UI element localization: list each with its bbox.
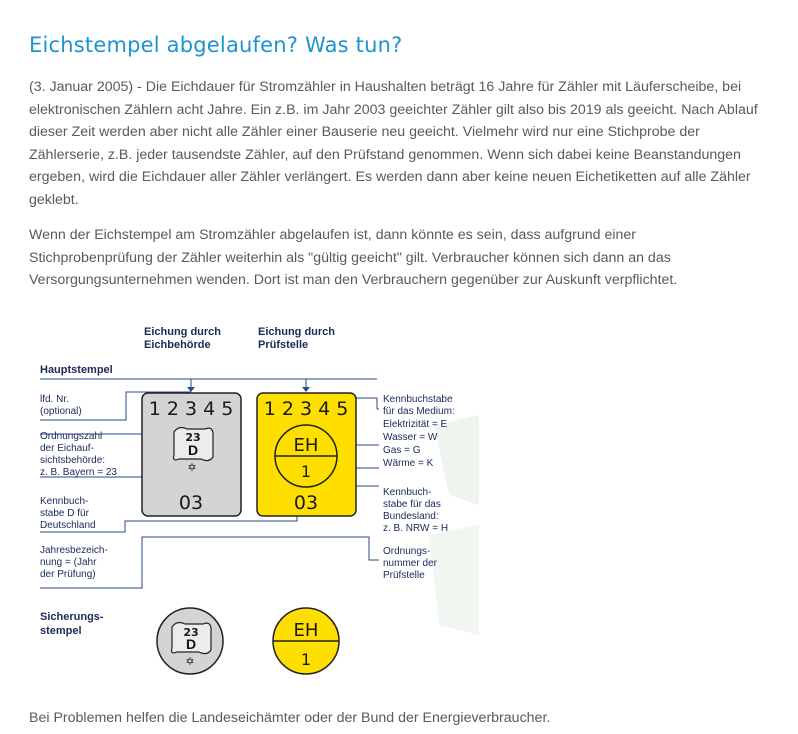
paragraph-3: Bei Problemen helfen die Landeseichämter oder der Bund der Energieverbraucher. (29, 710, 551, 726)
paragraph-2 (29, 224, 779, 292)
stamp-year: 03 (178, 492, 204, 514)
station-number: 1 (300, 650, 312, 669)
label-medium: Kennbuchstabe (383, 394, 453, 405)
paragraph-line: Zählerserie, z.B. jeder tausendste Zähler, auf den Prüfstand genommen. Wenn sich dabei keine Beanstandungen (29, 146, 741, 163)
label-ordnungszahl: Ordnungszahl (40, 431, 103, 442)
grey-security-stamp (157, 608, 223, 674)
label-medium: Gas = G (383, 445, 421, 456)
authority-number: 23 (185, 431, 201, 444)
article-title: Eichstempel abgelaufen? Was tun? (29, 33, 403, 57)
grey-main-stamp (142, 393, 241, 516)
col-header-left-2: Eichbehörde (144, 339, 211, 351)
country-letter: D (187, 442, 199, 458)
label-pruefstelle: nummer der (383, 558, 437, 569)
diagram-svg (29, 305, 481, 695)
sicherung-label: Sicherungs- (40, 611, 104, 623)
star-icon: ✡ (187, 461, 197, 474)
paragraph-1 (29, 76, 779, 211)
hauptstempel-label: Hauptstempel (40, 364, 113, 376)
label-kennbuchstabe-d: Kennbuch- (40, 496, 89, 507)
label-lfd-nr: (optional) (40, 406, 82, 417)
label-medium: für das Medium: (383, 406, 455, 417)
label-ordnungszahl: sichtsbehörde: (40, 455, 106, 466)
country-letter: D (185, 636, 197, 652)
station-number: 1 (300, 462, 312, 481)
yellow-main-stamp (257, 393, 356, 516)
authority-number: 23 (183, 626, 199, 639)
label-pruefstelle: Prüfstelle (383, 570, 425, 581)
paragraph-line: Versorgungsunternehmen wenden. Dort ist man den Verbrauchern gegenüber zur Auskunft verpflichtet. (29, 272, 678, 288)
paragraph-line: dieser Zeit werden aber nicht alle Zähler einer Bauserie neu geeicht. Vielmehr wird nur eine Stichprobe der (29, 124, 700, 140)
stamp-serial-number: 1 2 3 4 5 (263, 398, 349, 420)
label-kennbuchstabe-d: stabe D für (40, 508, 89, 519)
label-medium: Wasser = W (383, 432, 438, 443)
medium-code: EH (293, 620, 319, 641)
col-header-right-1: Eichung durch (258, 326, 335, 338)
paragraph-line: elektronischen Zählern acht Jahre. Ein z.B. im Jahr 2003 geeichter Zähler gilt also bis 2019 als geeicht. Nach Ablauf (29, 101, 758, 118)
col-header-left-1: Eichung durch (144, 326, 221, 338)
label-jahresbezeichnung: nung = (Jahr (40, 557, 97, 568)
label-pruefstelle: Ordnungs- (383, 546, 431, 557)
paragraph-line: geklebt. (29, 191, 79, 208)
label-ordnungszahl: z. B. Bayern = 23 (40, 467, 117, 478)
paragraph-line: (3. Januar 2005) - Die Eichdauer für Stromzähler in Haushalten beträgt 16 Jahre für Zähler mit Läuferscheibe, bei (29, 79, 742, 95)
paragraph-line: ergeben, wird die Eichdauer aller Zähler verlängert. Es werden dann aber keine neuen Eichetiketten auf alle Zähler (29, 169, 751, 185)
label-bundesland: Bundesland: (383, 511, 439, 522)
stamp-year: 03 (293, 492, 319, 514)
eichstempel-diagram (29, 305, 481, 700)
paragraph-line: Wenn der Eichstempel am Stromzähler abgelaufen ist, dann könnte es sein, dass aufgrund einer (29, 227, 637, 243)
label-bundesland: z. B. NRW = H (383, 523, 449, 534)
label-medium: Elektrizität = E (383, 419, 448, 430)
label-bundesland: Kennbuch- (383, 487, 432, 498)
label-ordnungszahl: der Eichauf- (40, 443, 94, 454)
label-kennbuchstabe-d: Deutschland (40, 520, 96, 531)
label-jahresbezeichnung: Jahresbezeich- (40, 545, 108, 556)
label-jahresbezeichnung: der Prüfung) (40, 569, 96, 580)
label-medium: Wärme = K (383, 458, 434, 469)
col-header-right-2: Prüfstelle (258, 339, 309, 351)
sicherung-label: stempel (40, 625, 82, 637)
star-icon: ✡ (185, 655, 195, 668)
label-bundesland: stabe für das (383, 499, 441, 510)
yellow-security-stamp (273, 608, 339, 674)
stamp-serial-number: 1 2 3 4 5 (148, 398, 234, 420)
label-lfd-nr: lfd. Nr. (40, 394, 69, 405)
paragraph-line: Stichprobenprüfung der Zähler weiterhin als "gültig geeicht" gilt. Verbraucher können sich dann an das (29, 249, 671, 266)
medium-code: EH (293, 435, 319, 456)
